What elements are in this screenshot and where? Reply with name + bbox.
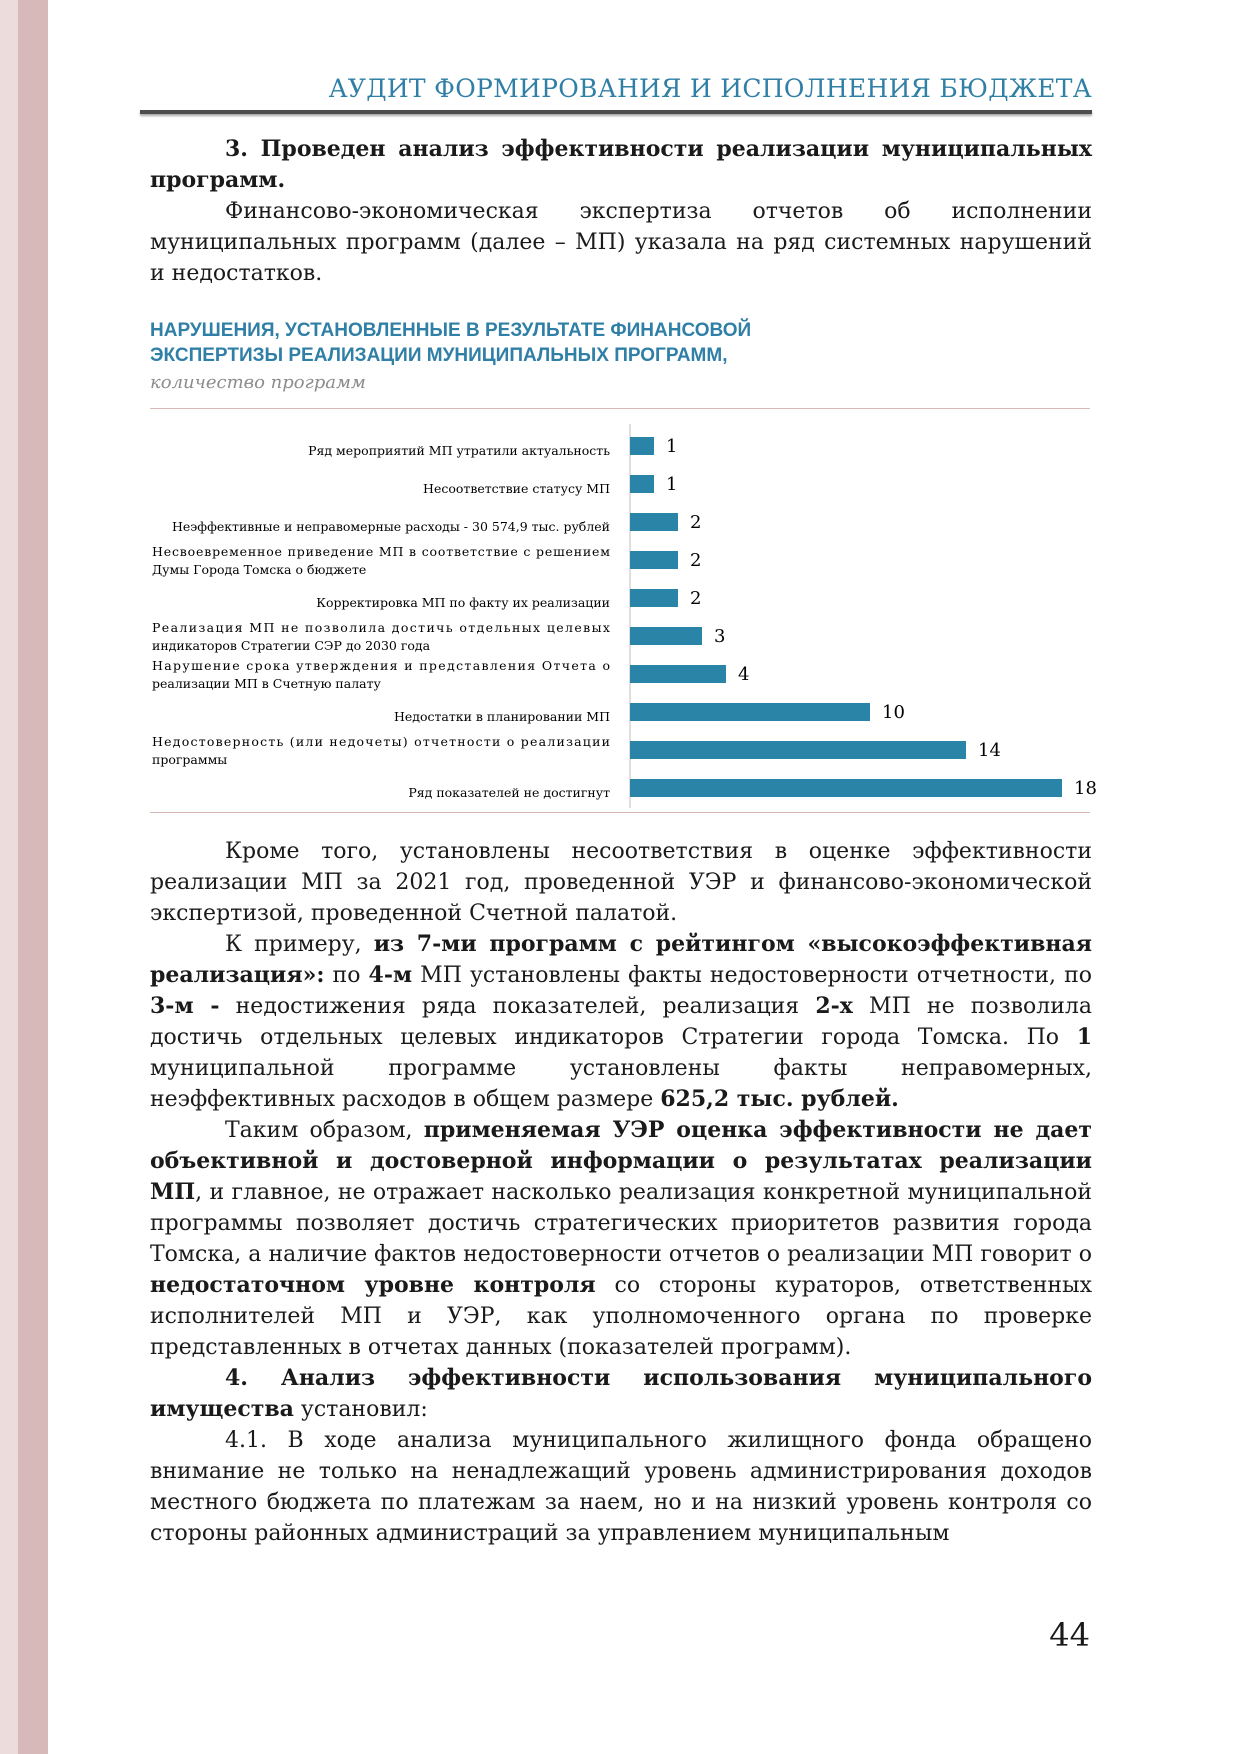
category-label: программы: [152, 752, 228, 767]
chart-title-line-1: НАРУШЕНИЯ, УСТАНОВЛЕННЫЕ В РЕЗУЛЬТАТЕ ФИНАНСОВОЙ: [150, 320, 752, 341]
paragraph-conclusion: Таким образом, применяемая УЭР оценка эффективности не дает объективной и достоверной информации о результатах реализации МП, и главное, не отражает насколько реализация конкретной муниципальной программы позволяет достичь стратегических приоритетов развития города Томска, а наличие фактов недостоверности отчетов о реализации МП говорит о недостаточном уровне контроля со стороны кураторов, ответственных исполнителей МП и УЭР, как уполномоченного органа по проверке представленных в отчетах данных (показателей программ).: [150, 1117, 1092, 1360]
category-label: реализации МП в Счетную палату: [152, 676, 381, 691]
bar-value-label: 2: [690, 588, 702, 609]
category-label: Ряд мероприятий МП утратили актуальность: [308, 443, 610, 458]
category-label: Недостоверность (или недочеты) отчетности о реализации: [152, 734, 610, 749]
category-label: Ряд показателей не достигнут: [408, 785, 610, 800]
chart-title: [150, 318, 751, 368]
chart-bar: [630, 703, 870, 721]
section-heading: 3. Проведен анализ эффективности реализации муниципальных программ.: [150, 136, 1092, 193]
chart-bar: [630, 437, 654, 455]
category-label: индикаторов Стратегии СЭР до 2030 года: [152, 638, 431, 653]
category-label: Нарушение срока утверждения и представления Отчета о: [152, 658, 610, 673]
intro-section: [150, 134, 1092, 289]
category-label: Неэффективные и неправомерные расходы - 30 574,9 тыс. рублей: [171, 519, 610, 534]
running-header: АУДИТ ФОРМИРОВАНИЯ И ИСПОЛНЕНИЯ БЮДЖЕТА: [328, 74, 1092, 103]
decorative-side-stripe: [18, 0, 48, 1754]
category-label: Недостатки в планировании МП: [393, 709, 610, 724]
chart-bar: [630, 551, 678, 569]
chart-bar: [630, 627, 702, 645]
chart-bar: [630, 475, 654, 493]
bar-value-label: 4: [738, 664, 750, 685]
chart-bar: [630, 779, 1062, 797]
bar-value-label: 2: [690, 512, 702, 533]
chart-bar: [630, 741, 966, 759]
paragraph-mismatch: Кроме того, установлены несоответствия в оценке эффективности реализации МП за 2021 год, проведенной УЭР и финансово-экономической экспертизой, проведенной Счетной палатой.: [150, 839, 1092, 926]
bar-value-label: 1: [666, 474, 678, 495]
bar-value-label: 3: [714, 626, 726, 647]
chart-top-rule: [150, 408, 1090, 409]
chart-bar: [630, 589, 678, 607]
paragraph-4-1: 4.1. В ходе анализа муниципального жилищного фонда обращено внимание не только на ненадлежащий уровень администрирования доходов местного бюджета по платежам за наем, но и на низкий уровень контроля со стороны районных администраций за управлением муниципальным: [150, 1428, 1092, 1546]
intro-paragraph: Финансово-экономическая экспертиза отчетов об исполнении муниципальных программ (далее – МП) указала на ряд системных нарушений и недостатков.: [150, 199, 1092, 286]
bar-value-label: 18: [1074, 778, 1097, 799]
category-label: Думы Города Томска о бюджете: [152, 562, 367, 577]
bar-value-label: 14: [978, 740, 1001, 761]
decorative-side-stripe-light: [0, 0, 18, 1754]
paragraph-section-4: 4. Анализ эффективности использования муниципального имущества установил:: [150, 1365, 1092, 1422]
category-label: Несвоевременное приведение МП в соответствие с решением: [152, 544, 610, 559]
chart-title-line-2: ЭКСПЕРТИЗЫ РЕАЛИЗАЦИИ МУНИЦИПАЛЬНЫХ ПРОГРАММ,: [150, 345, 728, 366]
body-text: [150, 836, 1092, 1549]
chart-bottom-rule: [150, 812, 1090, 813]
category-label: Несоответствие статусу МП: [423, 481, 610, 496]
paragraph-example: К примеру, из 7-ми программ с рейтингом «высокоэффективная реализация»: по 4-м МП установлены факты недостоверности отчетности, по 3-м - недостижения ряда показателей, реализация 2-х МП не позволила достичь отдельных целевых индикаторов Стратегии города Томска. По 1 муниципальной программе установлены факты неправомерных, неэффективных расходов в общем размере 625,2 тыс. рублей.: [150, 931, 1093, 1112]
category-label: Корректировка МП по факту их реализации: [316, 595, 610, 610]
bar-value-label: 10: [882, 702, 905, 723]
page-number: 44: [1049, 1616, 1090, 1654]
bar-value-label: 1: [666, 436, 678, 457]
category-label: Реализация МП не позволила достичь отдельных целевых: [152, 620, 610, 635]
bar-value-label: 2: [690, 550, 702, 571]
chart-bar: [630, 665, 726, 683]
chart-subtitle: количество программ: [150, 372, 366, 393]
header-rule: [140, 110, 1092, 114]
bar-chart: [140, 414, 1100, 810]
chart-bar: [630, 513, 678, 531]
